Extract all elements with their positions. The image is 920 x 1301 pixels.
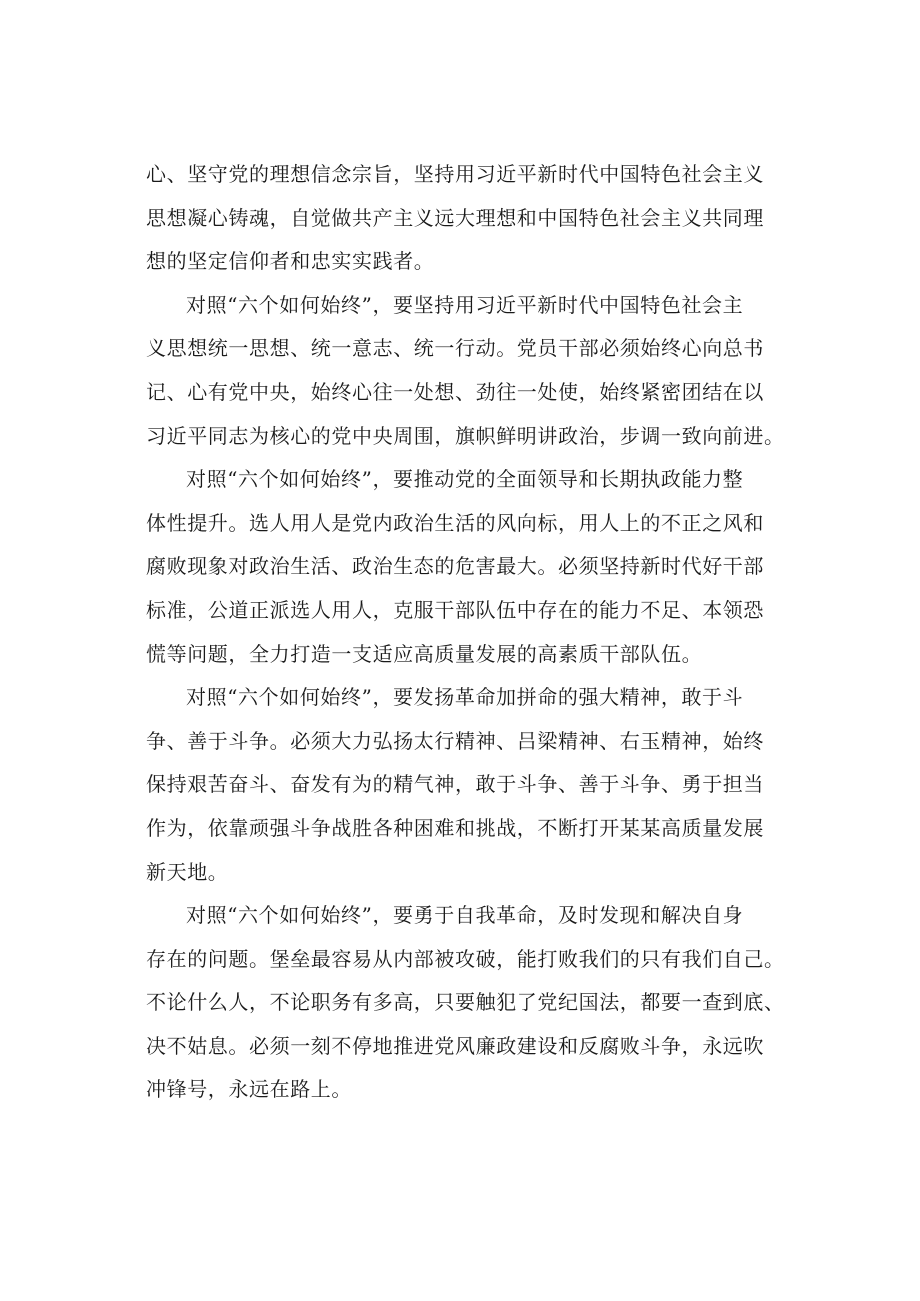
text-line: 新天地。 [146, 859, 229, 884]
text-line: 义思想统一思想、统一意志、统一行动。党员干部必须始终心向总书 [146, 336, 764, 361]
text-line: 标准，公道正派选人用人，克服干部队伍中存在的能力不足、本领恐 [146, 597, 764, 622]
text-line: 对照“六个如何始终”，要推动党的全面领导和长期执政能力整 [186, 467, 744, 492]
document-body [146, 153, 806, 1112]
text-line: 对照“六个如何始终”，要坚持用习近平新时代中国特色社会主 [186, 292, 744, 317]
paragraph [146, 284, 806, 458]
paragraph [146, 458, 806, 676]
text-line: 决不姑息。必须一刻不停地推进党风廉政建设和反腐败斗争，永远吹 [146, 1033, 764, 1058]
text-line: 想的坚定信仰者和忠实实践者。 [146, 249, 435, 274]
paragraph [146, 676, 806, 894]
text-line: 思想凝心铸魂，自觉做共产主义远大理想和中国特色社会主义共同理 [146, 205, 764, 230]
text-line: 对照“六个如何始终”，要发扬革命加拼命的强大精神，敢于斗 [186, 685, 744, 710]
text-line: 记、心有党中央，始终心往一处想、劲往一处使，始终紧密团结在以 [146, 379, 764, 404]
text-line: 冲锋号，永远在路上。 [146, 1077, 352, 1102]
text-line: 争、善于斗争。必须大力弘扬太行精神、吕梁精神、右玉精神，始终 [146, 728, 764, 753]
paragraph [146, 894, 806, 1112]
text-line: 对照“六个如何始终”，要勇于自我革命，及时发现和解决自身 [186, 903, 744, 928]
text-line: 存在的问题。堡垒最容易从内部被攻破，能打败我们的只有我们自己。 [146, 946, 785, 971]
text-line: 保持艰苦奋斗、奋发有为的精气神，敢于斗争、善于斗争、勇于担当 [146, 772, 764, 797]
text-line: 不论什么人，不论职务有多高，只要触犯了党纪国法，都要一查到底、 [146, 990, 785, 1015]
text-line: 心、坚守党的理想信念宗旨，坚持用习近平新时代中国特色社会主义 [146, 162, 764, 186]
text-line: 体性提升。选人用人是党内政治生活的风向标，用人上的不正之风和 [146, 510, 764, 535]
text-line: 慌等问题，全力打造一支适应高质量发展的高素质干部队伍。 [146, 641, 703, 666]
text-line: 作为，依靠顽强斗争战胜各种困难和挑战，不断打开某某高质量发展 [146, 815, 764, 840]
paragraph [146, 153, 806, 284]
text-line: 腐败现象对政治生活、政治生态的危害最大。必须坚持新时代好干部 [146, 554, 764, 579]
text-line: 习近平同志为核心的党中央周围，旗帜鲜明讲政治，步调一致向前进。 [146, 423, 785, 448]
